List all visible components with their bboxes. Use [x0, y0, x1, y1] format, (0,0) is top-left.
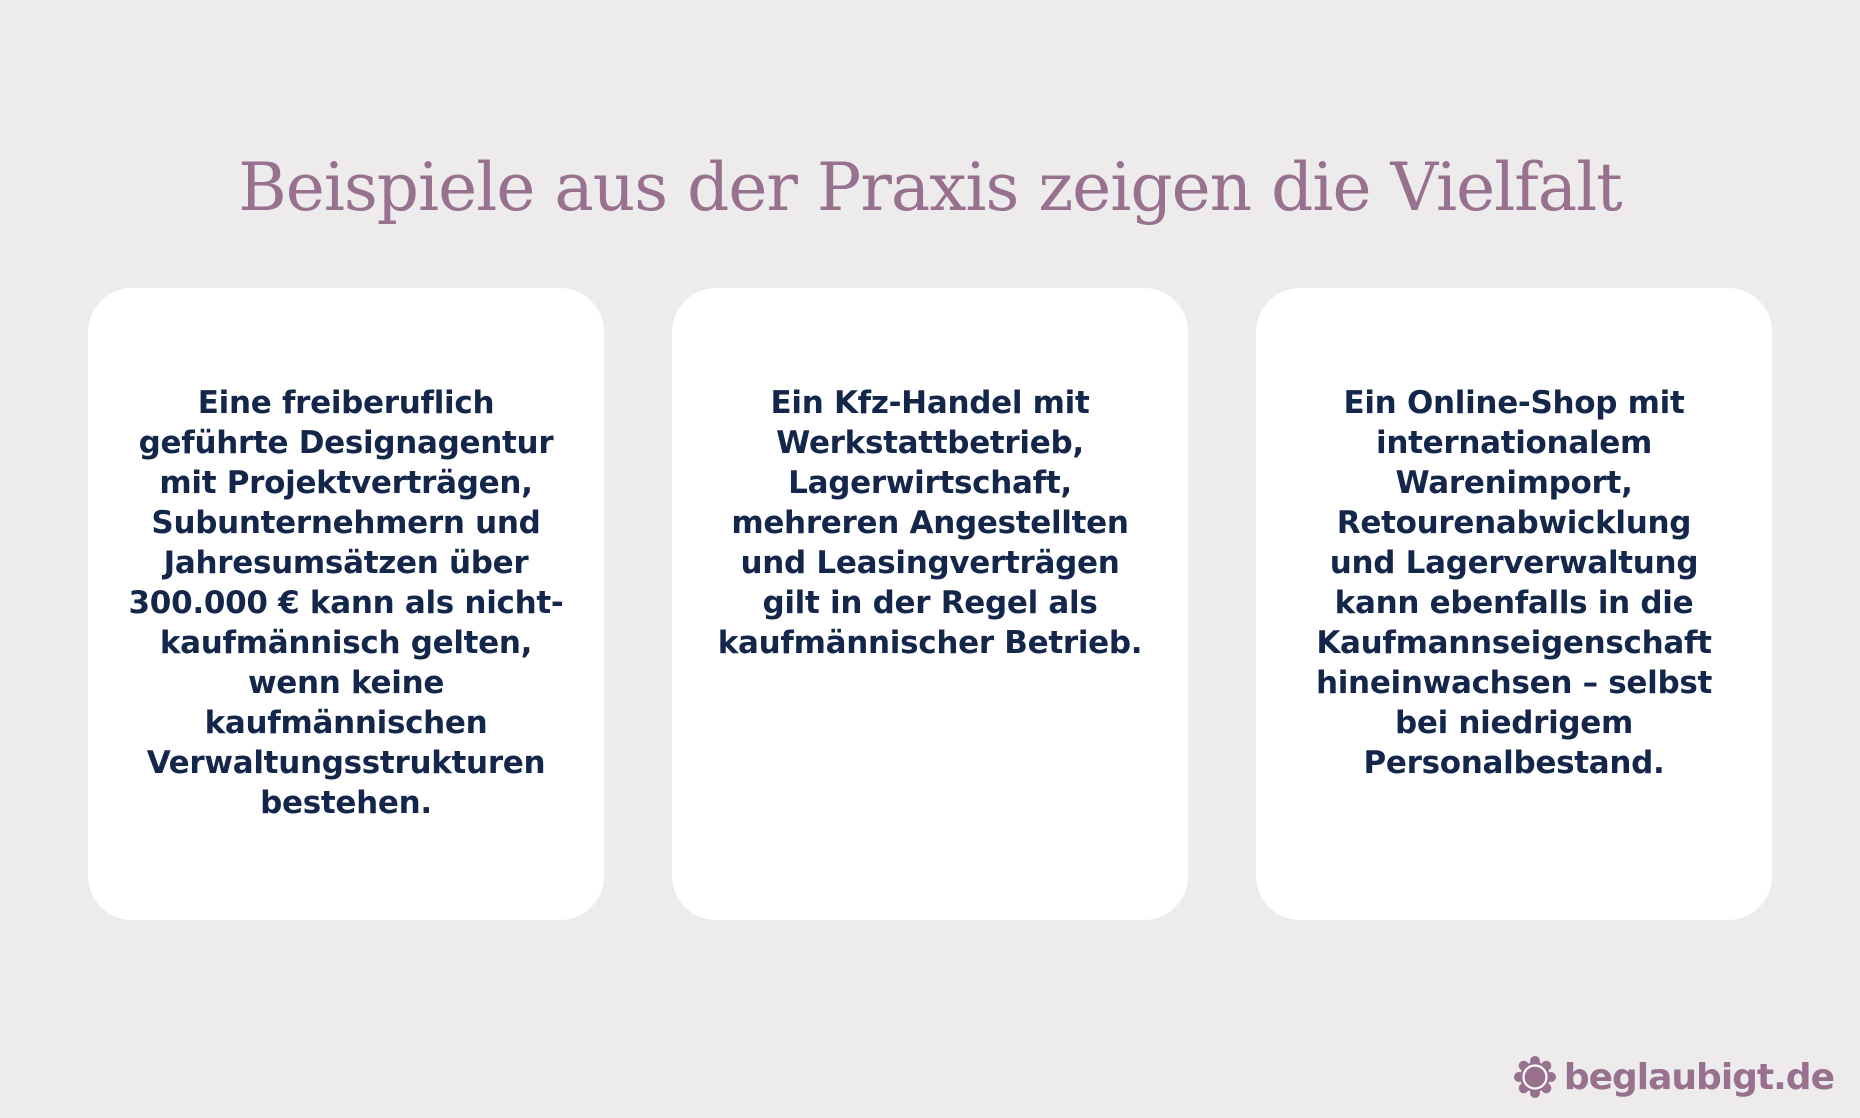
card-line: Subunternehmern und [151, 505, 541, 541]
card-line: Retourenabwicklung [1336, 505, 1692, 541]
brand-name: beglaubigt.de [1563, 1056, 1834, 1098]
card-line: kaufmännischen [204, 705, 488, 741]
card-line: hineinwachsen – selbst [1315, 665, 1713, 701]
seal-icon [1514, 1056, 1556, 1098]
card-line: Kaufmannseigenschaft [1316, 625, 1712, 661]
card-text [702, 383, 1158, 663]
card-line: Verwaltungsstrukturen [146, 745, 546, 781]
card-line: Personalbestand. [1363, 745, 1665, 781]
example-card-design-agency [88, 288, 604, 920]
card-text [118, 383, 574, 823]
card-line: internationalem [1376, 425, 1652, 461]
card-line: gilt in der Regel als [762, 585, 1098, 621]
card-line: kann ebenfalls in die [1334, 585, 1694, 621]
card-line: wenn keine [247, 665, 445, 701]
card-line: bestehen. [260, 785, 432, 821]
card-line: mehreren Angestellten [731, 505, 1129, 541]
card-line: Warenimport, [1395, 465, 1633, 501]
brand-logo [1514, 1056, 1834, 1098]
card-text [1286, 383, 1742, 783]
card-line: mit Projektverträgen, [159, 465, 533, 501]
card-line: 300.000 € kann als nicht- [128, 585, 564, 621]
card-line: Ein Online-Shop mit [1343, 385, 1685, 421]
page-title: Beispiele aus der Praxis zeigen die Vielfalt [238, 149, 1622, 226]
card-line: kaufmännischer Betrieb. [717, 625, 1143, 661]
card-line: bei niedrigem [1394, 705, 1634, 741]
card-line: kaufmännisch gelten, [159, 625, 533, 661]
card-line: Eine freiberuflich [197, 385, 495, 421]
card-line: Werkstattbetrieb, [776, 425, 1084, 461]
card-line: Jahresumsätzen über [163, 545, 529, 581]
card-line: Lagerwirtschaft, [788, 465, 1072, 501]
card-line: und Leasingverträgen [740, 545, 1120, 581]
card-line: geführte Designagentur [138, 425, 554, 461]
example-card-online-shop [1256, 288, 1772, 920]
card-line: Ein Kfz-Handel mit [770, 385, 1090, 421]
example-card-car-dealer [672, 288, 1188, 920]
card-line: und Lagerverwaltung [1329, 545, 1699, 581]
